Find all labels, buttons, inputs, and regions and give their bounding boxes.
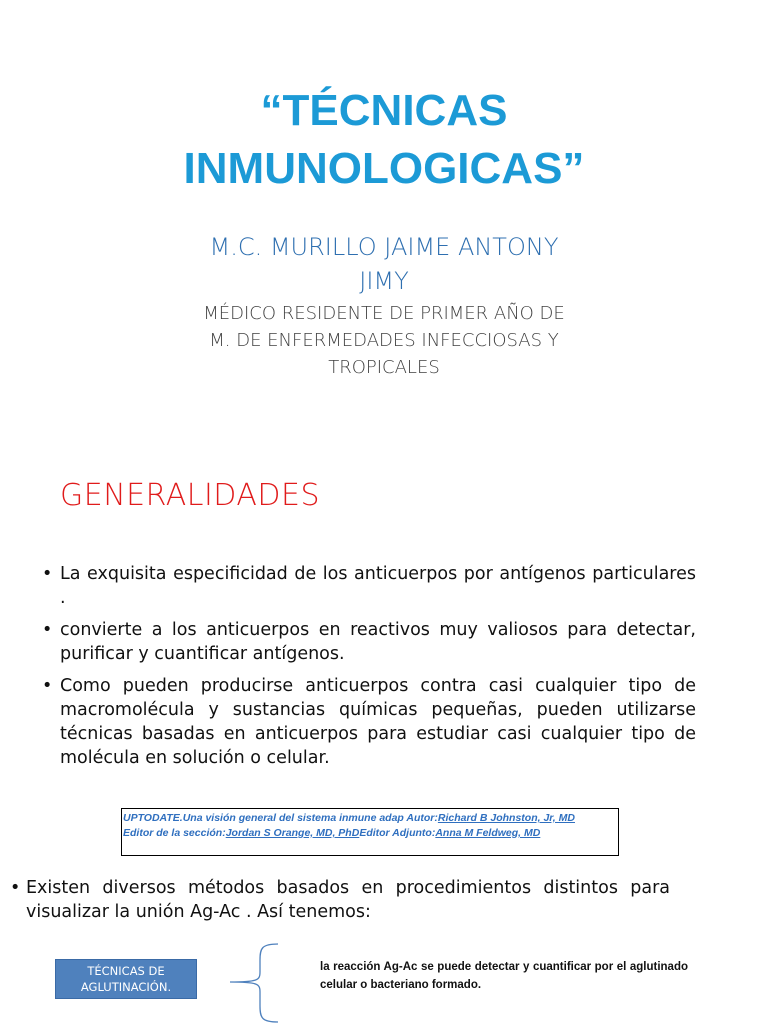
methods-list [8, 876, 670, 924]
author-role [150, 300, 618, 381]
generalidades-list [40, 562, 696, 778]
page-title-line-2: INMUNOLOGICAS” [183, 144, 585, 193]
reference-section-editor-link[interactable]: Jordan S Orange, MD, PhD [225, 827, 360, 839]
technique-box-line-1: TÉCNICAS DE [87, 964, 165, 978]
author-name [150, 230, 618, 298]
list-item: • convierte a los anticuerpos en reactivos muy valiosos para detectar, purificar y cuantificar antígenos. [40, 618, 696, 666]
section-heading: GENERALIDADES [60, 478, 321, 513]
reference-section-editor-label: Editor de la sección: [123, 827, 226, 839]
technique-description: la reacción Ag-Ac se puede detectar y cuantificar por el aglutinado celular o bacteriano formado. [320, 961, 688, 991]
reference-deputy-editor-link[interactable]: Anna M Feldweg, MD [435, 827, 541, 839]
reference-deputy-editor-label: Editor Adjunto: [359, 827, 436, 839]
technique-box-line-2: AGLUTINACIÓN. [80, 980, 172, 994]
author-role-line-3: TROPICALES [328, 357, 440, 378]
technique-box [55, 959, 197, 999]
list-item: • Como pueden producirse anticuerpos contra casi cualquier tipo de macromolécula y sustancias químicas pequeñas, pueden utilizarse técnicas basadas en anticuerpos para estudiar casi cualquier tipo de molécula en solución o celular. [40, 674, 696, 770]
list-item: • La exquisita especificidad de los anticuerpos por antígenos particulares . [40, 562, 696, 610]
author-name-line-2: JIMY [359, 267, 409, 295]
reference-box [121, 808, 619, 856]
page-title-line-1: “TÉCNICAS [260, 86, 508, 135]
author-role-line-1: MÉDICO RESIDENTE DE PRIMER AÑO DE [203, 303, 565, 324]
reference-source: UPTODATE.Una visión general del sistema inmune adap Autor: [123, 812, 438, 824]
reference-line-1 [123, 811, 618, 826]
author-role-line-2: M. DE ENFERMEDADES INFECCIOSAS Y [209, 330, 559, 351]
author-name-line-1: M.C. MURILLO JAIME ANTONY [209, 233, 559, 261]
list-item: • Existen diversos métodos basados en procedimientos distintos para visualizar la unión Ag-Ac . Así tenemos: [8, 876, 670, 924]
reference-author-link[interactable]: Richard B Johnston, Jr, MD [437, 812, 575, 824]
curly-brace-icon [222, 942, 282, 1024]
reference-line-2 [123, 826, 618, 841]
page-title [120, 82, 648, 198]
